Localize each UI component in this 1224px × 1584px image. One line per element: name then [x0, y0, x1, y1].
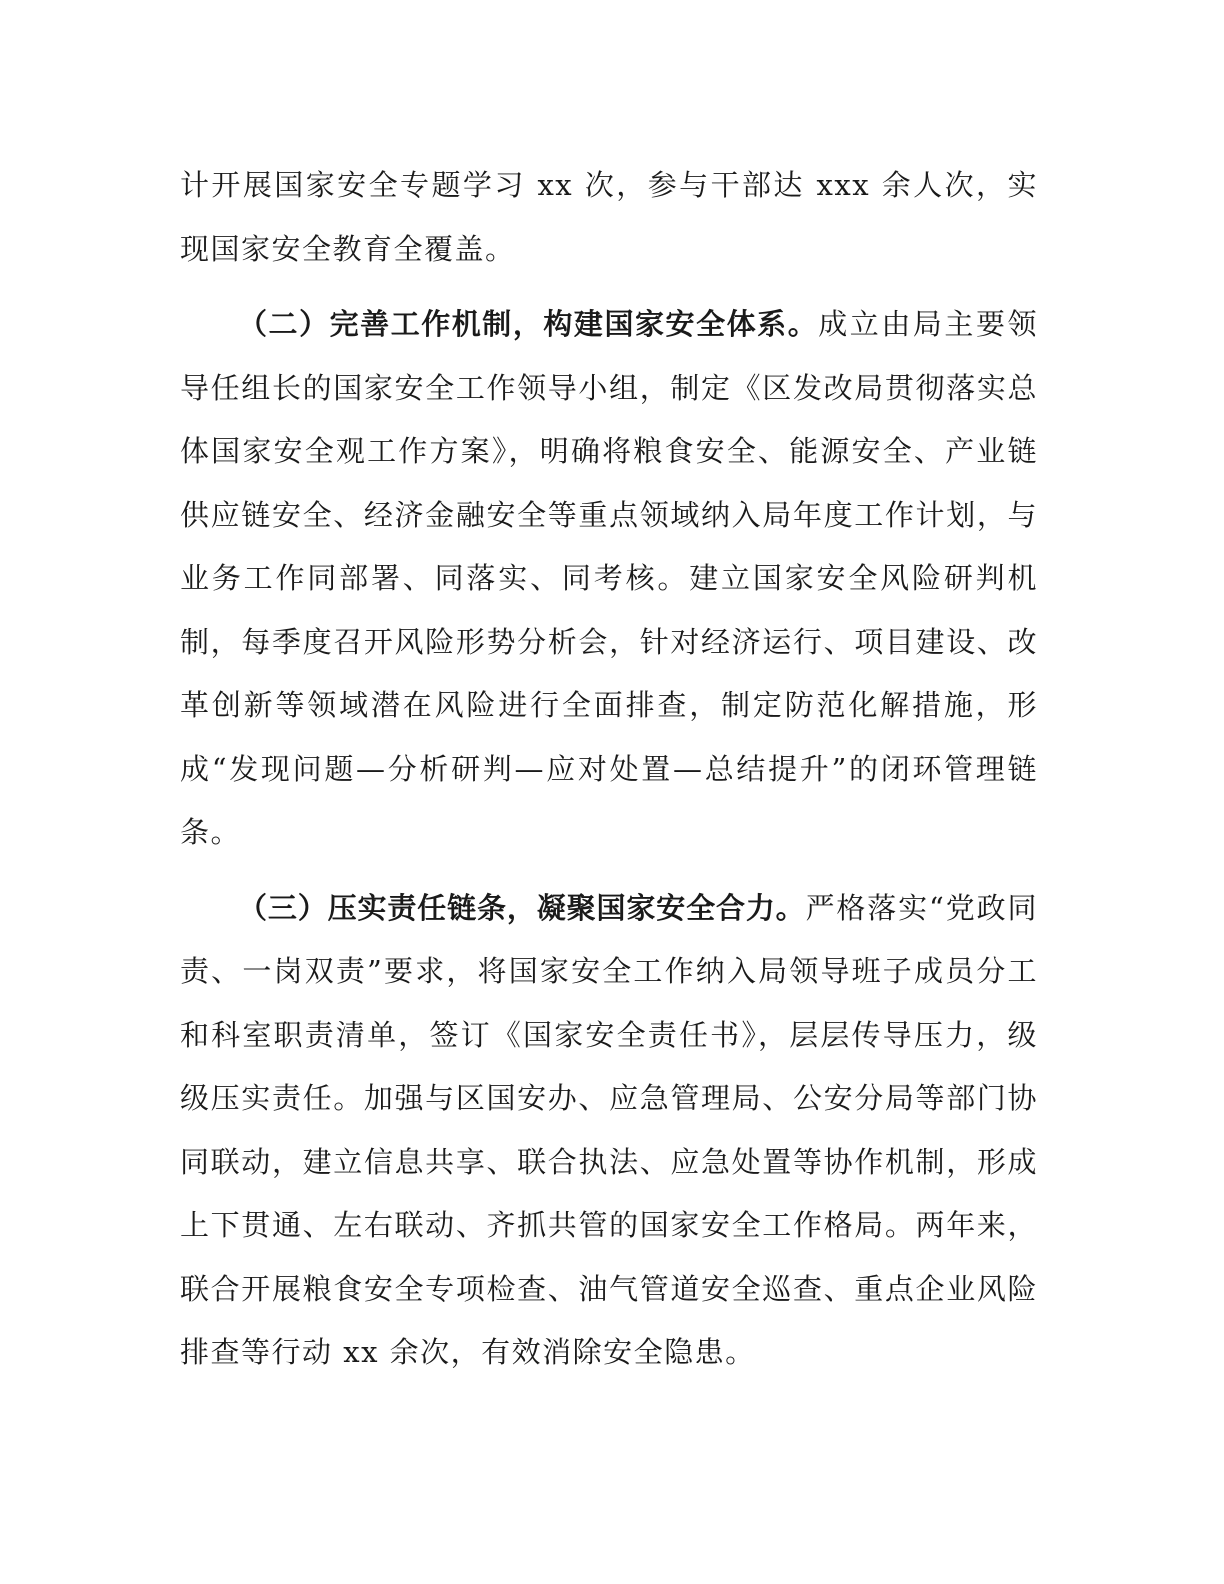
section-2-body: 成立由局主要领导任组长的国家安全工作领导小组，制定《区发改局贯彻落实总体国家安全观工作方案》，明确将粮食安全、能源安全、产业链供应链安全、经济金融安全等重点领域纳入局年度工作计划，与业务工作同部署、同落实、同考核。建立国家安全风险研判机制，每季度召开风险形势分析会，针对经济运行、项目建设、改革创新等领域潜在风险进行全面排查，制定防范化解措施，形成“发现问题—分析研判—应对处置—总结提升”的闭环管理链条。: [180, 307, 1038, 849]
paragraph-1-text: 计开展国家安全专题学习 xx 次，参与干部达 xxx 余人次，实现国家安全教育全覆盖。: [180, 168, 1038, 266]
section-paragraph-3: [180, 877, 1038, 1385]
document-page: [180, 154, 1038, 1385]
section-3-heading: （三）压实责任链条，凝聚国家安全合力。: [238, 890, 806, 925]
section-paragraph-2: [180, 293, 1038, 865]
section-3-body: 严格落实“党政同责、一岗双责”要求，将国家安全工作纳入局领导班子成员分工和科室职责清单，签订《国家安全责任书》，层层传导压力，级级压实责任。加强与区国安办、应急管理局、公安分局等部门协同联动，建立信息共享、联合执法、应急处置等协作机制，形成上下贯通、左右联动、齐抓共管的国家安全工作格局。两年来，联合开展粮食安全专项检查、油气管道安全巡查、重点企业风险排查等行动 xx 余次，有效消除安全隐患。: [180, 890, 1038, 1369]
section-2-heading: （二）完善工作机制，构建国家安全体系。: [238, 307, 819, 341]
paragraph-continuation: [180, 154, 1038, 281]
